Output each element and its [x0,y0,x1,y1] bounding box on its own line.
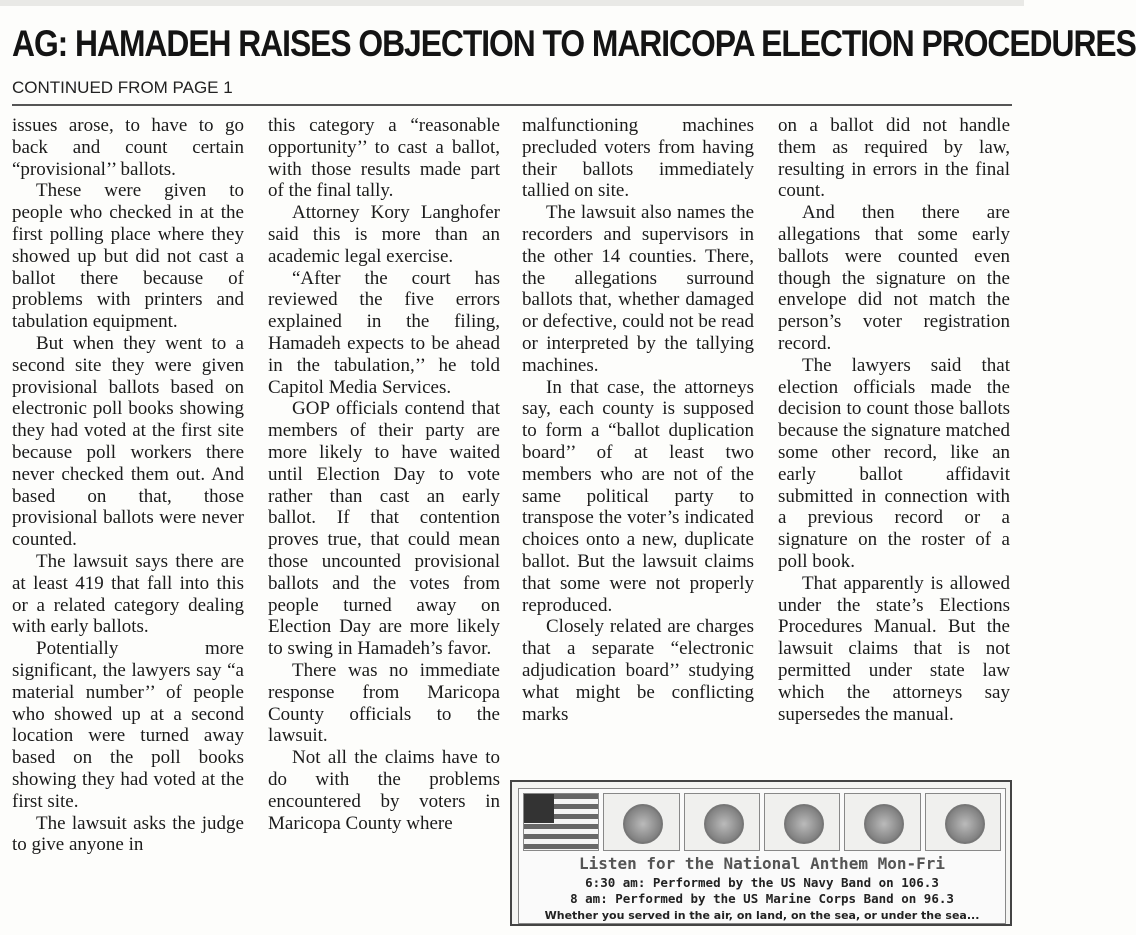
navy-seal-icon [764,793,840,851]
article-paragraph: issues arose, to have to go back and count certain “provisional’’ ballots. [12,115,244,180]
army-seal-icon [603,793,679,851]
headline-prefix: AG: [12,23,68,64]
article-paragraph: Not all the claims have to do with the problems encountered by voters in Maricopa County where [268,747,500,834]
coast-guard-seal-icon [925,793,1001,851]
article-paragraph: But when they went to a second site they were given provisional ballots based on electronic poll books showing they had voted at the first site because poll workers there never checked them out. And based on that, those provisional ballots were never counted. [12,332,244,551]
article-paragraph: on a ballot did not handle them as required by law, resulting in errors in the final count. [778,115,1010,202]
column-2 [268,115,500,935]
ad-line-navy: 6:30 am: Performed by the US Navy Band on 106.3 [585,875,939,890]
article-paragraph: Potentially more significant, the lawyers say “a material number’’ of people who showed up at a second location were turned away based on the poll books showing they had voted at the first site. [12,638,244,812]
marine-corps-seal-icon [684,793,760,851]
headline [12,18,1136,70]
article-paragraph: And then there are allegations that some early ballots were counted even though the signature on the envelope did not match the person’s voter registration record. [778,202,1010,354]
continued-label: CONTINUED FROM PAGE 1 [12,78,233,97]
article-paragraph: That apparently is allowed under the state’s Elections Procedures Manual. But the lawsuit claims that is not permitted under state law which the attorneys say supersedes the manual. [778,572,1010,725]
article-paragraph: The lawsuit says there are at least 419 that fall into this or a related category dealing with early ballots. [12,550,244,638]
article-paragraph: The lawyers said that election officials made the decision to count those ballots because the signature matched some other record, like an early ballot affidavit submitted in connection with a previous record or a signature on the roster of a poll book. [778,354,1010,572]
top-border [0,0,1024,6]
article-paragraph: The lawsuit asks the judge to give anyone in [12,812,244,856]
article-paragraph: this category a “reasonable opportunity’’ to cast a ballot, with those results made part of the final tally. [268,115,500,202]
article-paragraph: These were given to people who checked in at the first polling place where they showed up but did not cast a ballot there because of problems with printers and tabulation equipment. [12,180,244,333]
radio-advertisement [510,780,1012,926]
article-paragraph: Closely related are charges that a separate “electronic adjudication board’’ studying what might be conflicting marks [522,616,754,725]
column-1 [12,115,244,935]
article-paragraph: Attorney Kory Langhofer said this is more than an academic legal exercise. [268,202,500,267]
article-paragraph: There was no immediate response from Maricopa County officials to the lawsuit. [268,659,500,747]
divider [12,104,1012,106]
article-paragraph: GOP officials contend that members of their party are more likely to have waited until Election Day to vote rather than cast an early ballot. If that contention proves true, that could mean those uncounted provisional ballots and the votes from people turned away on Election Day are more likely to swing in Hamadeh’s favor. [268,398,500,660]
article-paragraph: In that case, the attorneys say, each county is supposed to form a “ballot duplication board’’ of at least two members who are not of the same political party to transpose the voter’s indicated choices onto a new, duplicate ballot. But the lawsuit claims that some were not properly reproduced. [522,376,754,616]
air-force-seal-icon [844,793,920,851]
article-paragraph: “After the court has reviewed the five errors explained in the filing, Hamadeh expects to be ahead in the tabulation,’’ he told Capitol Media Services. [268,267,500,398]
flag-row [523,793,1001,851]
article-paragraph: malfunctioning machines precluded voters from having their ballots immediately tallied on site. [522,115,754,202]
ad-line-marines: 8 am: Performed by the US Marine Corps Band on 96.3 [570,891,954,906]
headline-text: HAMADEH RAISES OBJECTION TO MARICOPA ELECTION PROCEDURES [75,23,1136,64]
article-paragraph: The lawsuit also names the recorders and supervisors in the other 14 counties. There, the allegations surround ballots that, whether damaged or defective, could not be read or interpreted by the tallying machines. [522,202,754,376]
ad-footer: Whether you served in the air, on land, on the sea, or under the sea... [544,909,980,922]
us-flag-icon [523,793,599,851]
ad-panel [518,788,1006,924]
ad-title: Listen for the National Anthem Mon-Fri [578,854,946,873]
column-4 [778,115,1010,775]
column-3 [522,115,754,775]
